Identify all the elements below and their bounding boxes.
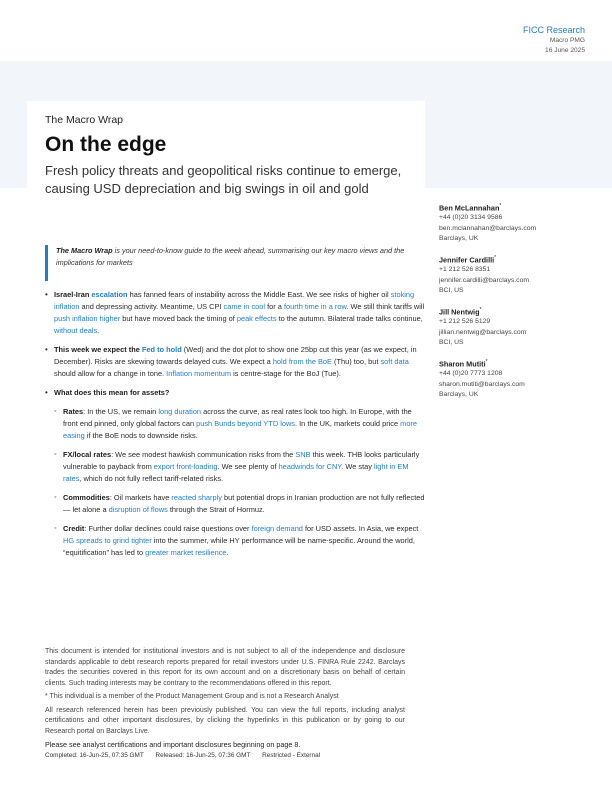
- report-link[interactable]: export front-loading: [153, 462, 218, 471]
- bullet-item: [45, 344, 425, 380]
- report-link[interactable]: hold from the BoE: [272, 357, 332, 366]
- pmg-marker-icon: *: [479, 306, 482, 313]
- analyst-entity: BCI, US: [439, 287, 464, 295]
- report-link[interactable]: escalation: [91, 290, 128, 299]
- body-text: is centre-stage for the BoJ (Tue).: [231, 369, 341, 378]
- report-link[interactable]: came in cool: [223, 302, 266, 311]
- report-link[interactable]: peak effects: [236, 314, 277, 323]
- report-link[interactable]: stoking inflation: [54, 290, 415, 311]
- body-text: : In the US, we remain: [83, 407, 159, 416]
- page-title: On the edge: [45, 133, 167, 156]
- body-text: (Thu) too, but: [331, 357, 381, 366]
- sub-bullet-item: [45, 449, 425, 485]
- body-text: . We see plenty of: [217, 462, 279, 471]
- analyst-name: Jennifer Cardilli*: [439, 254, 497, 265]
- bullet-icon: •: [45, 388, 48, 397]
- report-link[interactable]: Fed to hold: [141, 345, 182, 354]
- body-text: . In the UK, markets could price: [295, 419, 401, 428]
- bold-text: Israel-Iran: [54, 290, 92, 299]
- report-link[interactable]: push inflation higher: [54, 314, 121, 323]
- report-link[interactable]: headwinds for CNY: [278, 462, 342, 471]
- disclaimer: [45, 647, 405, 761]
- analyst-card: [439, 305, 599, 349]
- analyst-name: Ben McLannahan*: [439, 203, 502, 213]
- certification-note: Please see analyst certifications and important disclosures beginning on page 8.: [45, 740, 301, 749]
- released-time: Released: 16-Jun-25, 07:36 GMT: [155, 751, 251, 759]
- intro-rest: is your need-to-know guide to the week ahead, summarising our key macro views and the implications for markets: [56, 246, 405, 267]
- report-link[interactable]: fourth time in a row: [283, 302, 347, 311]
- analyst-name: Jill Nentwig*: [439, 306, 482, 317]
- intro-bold: The Macro Wrap: [56, 246, 113, 255]
- completed-time: Completed: 16-Jun-25, 07:35 GMT: [45, 751, 144, 759]
- bold-text: Credit: [63, 524, 85, 533]
- body-text: (Wed) and the dot plot to show one 25bp cut this year (as we expect, in December). Risks are skewing towards delayed cuts. We expect a: [54, 345, 417, 366]
- body-text: if the BoE nods to downside risks.: [84, 431, 198, 440]
- body-text: , which do not fully reflect tariff-related risks.: [79, 474, 224, 483]
- report-link[interactable]: more easing: [63, 419, 417, 440]
- sub-bullet-list: [45, 406, 425, 559]
- body-text: . We stay: [341, 462, 375, 471]
- disclaimer-institutional: This document is intended for institutional investors and is not subject to all of the independence and disclosure standards applicable to debt research reports prepared for retail investors under U.S. FINRA Rule 2242. Barclays trades the securities covered in this report for its own account and on a discretionary basis on behalf of certain clients. Such trading interests may be contrary to the recommendations offered in this report.: [45, 648, 405, 687]
- body-content: [45, 289, 425, 566]
- page-subtitle: Fresh policy threats and geopolitical risks continue to emerge, causing USD depreciation and big swings in oil and gold: [45, 163, 402, 196]
- analyst-entity: Barclays, UK: [439, 235, 479, 243]
- bullet-item: [45, 387, 425, 399]
- body-text: but have moved back the timing of: [120, 314, 237, 323]
- analyst-entity: BCI, US: [439, 339, 464, 347]
- body-text: .: [226, 548, 229, 557]
- brand-name: FICC Research: [522, 25, 585, 35]
- hollow-bullet-icon: ◦: [54, 408, 57, 415]
- sub-bullet-item: [45, 492, 425, 516]
- bold-text: Commodities: [63, 493, 110, 502]
- report-link[interactable]: soft data: [380, 357, 409, 366]
- body-text: through the Strait of Hormuz.: [167, 505, 265, 514]
- analyst-email[interactable]: jennifer.cardilli@barclays.com: [439, 276, 530, 284]
- sub-bullet-item: [45, 523, 425, 559]
- body-text: .: [97, 326, 100, 335]
- bullet-list: [45, 289, 425, 399]
- hollow-bullet-icon: ◦: [54, 451, 57, 458]
- bullet-icon: •: [45, 345, 48, 354]
- analyst-email[interactable]: jillian.nentwig@barclays.com: [439, 328, 527, 336]
- restriction-label: Restricted - External: [262, 751, 321, 759]
- report-kicker: The Macro Wrap: [45, 114, 123, 126]
- body-text: and depressing activity. Meantime, US CPI: [79, 302, 224, 311]
- report-link[interactable]: Inflation momentum: [166, 369, 232, 378]
- analyst-phone: +1 212 526 5129: [439, 318, 491, 326]
- body-text: into the summer, while HY performance will be name-specific. Around the world, “equitification” has led to: [63, 536, 415, 557]
- analyst-card: [439, 201, 599, 245]
- body-text: : Oil markets have: [109, 493, 172, 502]
- bold-text: FX/local rates: [63, 450, 112, 459]
- report-link[interactable]: disruption of flows: [108, 505, 168, 514]
- bullet-icon: •: [45, 290, 48, 299]
- report-link[interactable]: reacted sharply: [171, 493, 222, 502]
- hollow-bullet-icon: ◦: [54, 494, 57, 501]
- analyst-phone: +44 (0)20 3134 9586: [439, 214, 503, 222]
- body-text: for USD assets. In Asia, we expect: [302, 524, 419, 533]
- body-text: to the autumn. Bilateral trade talks continue,: [276, 314, 423, 323]
- body-text: . We still think tariffs will: [346, 302, 425, 311]
- pmg-marker-icon: *: [499, 203, 502, 209]
- analyst-name: Sharon Mutiti*: [439, 358, 488, 369]
- bold-text: This week we expect the: [54, 345, 142, 354]
- report-link[interactable]: long duration: [158, 407, 202, 416]
- body-text: this week. THB looks particularly vulnerable to payback from: [63, 450, 420, 471]
- analyst-panel: [439, 201, 599, 409]
- analyst-email[interactable]: sharon.mutiti@barclays.com: [439, 380, 525, 388]
- analyst-phone: +1 212 526 8351: [439, 266, 491, 274]
- bold-text: Rates: [63, 407, 84, 416]
- report-link[interactable]: push Bunds beyond YTD lows: [196, 419, 295, 428]
- report-link[interactable]: foreign demand: [251, 524, 303, 533]
- body-text: : We see modest hawkish communication risks from the: [111, 450, 296, 459]
- intro-callout: [45, 245, 420, 281]
- pmg-marker-icon: *: [485, 358, 488, 365]
- body-text: across the curve, as real rates look too high. In Europe, with the front end pinned, only global factors can: [63, 407, 412, 428]
- report-link[interactable]: without deals: [54, 326, 98, 335]
- body-text: should allow for a change in tone.: [54, 369, 167, 378]
- report-link[interactable]: greater market resilience: [145, 548, 227, 557]
- analyst-email[interactable]: ben.mclannahan@barclays.com: [439, 224, 537, 232]
- desk-name: Macro PMG: [549, 37, 585, 44]
- publish-date: 16 June 2025: [545, 47, 585, 54]
- body-text: : Further dollar declines could raise questions over: [84, 524, 252, 533]
- report-link[interactable]: HG spreads to grind tighter: [63, 536, 152, 545]
- body-text: has fanned fears of instability across the Middle East. We see risks of higher oil: [127, 290, 391, 299]
- hollow-bullet-icon: ◦: [54, 525, 57, 532]
- sub-bullet-item: [45, 406, 425, 442]
- release-meta: [45, 751, 405, 762]
- body-text: for a: [265, 302, 284, 311]
- intro-text: [56, 245, 420, 269]
- bold-text: What does this mean for assets?: [54, 388, 170, 397]
- pmg-marker-icon: *: [494, 254, 497, 261]
- header-meta: [523, 24, 585, 56]
- analyst-entity: Barclays, UK: [439, 391, 479, 399]
- analyst-card: [439, 357, 599, 401]
- report-link[interactable]: SNB: [295, 450, 311, 459]
- bullet-item: [45, 289, 425, 337]
- analyst-card: [439, 253, 599, 297]
- disclaimer-published: All research referenced herein has been previously published. You can view the full reports, including analyst certifications and other important disclosures, by clicking the hyperlinks in this publication or by going to our Research portal on Barclays Live.: [45, 706, 405, 735]
- disclaimer-pmg-note: * This individual is a member of the Product Management Group and is not a Research Analyst: [45, 693, 339, 700]
- body-text: but potential drops in Iranian production are not fully reflected — let alone a: [63, 493, 425, 514]
- analyst-phone: +44 (0)20 7773 1208: [439, 370, 503, 378]
- report-link[interactable]: light in EM rates: [63, 462, 409, 483]
